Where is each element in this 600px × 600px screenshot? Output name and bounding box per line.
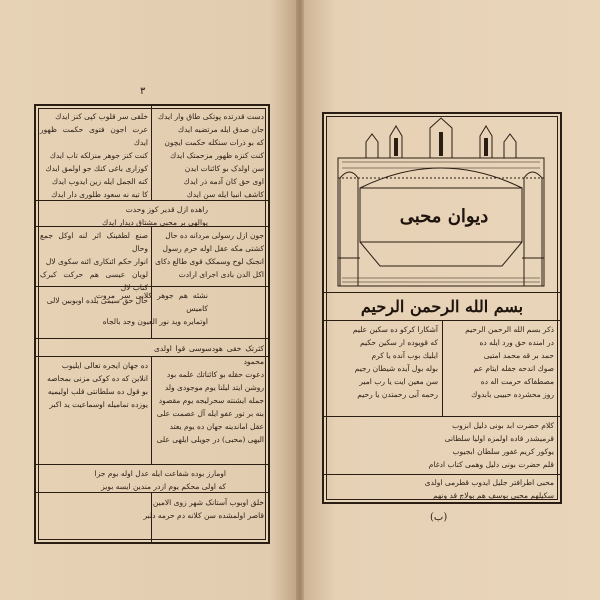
left-page <box>0 0 298 600</box>
column-divider <box>151 106 152 200</box>
left-text-frame <box>34 104 270 544</box>
verse-block: راهده ازل قدیر کوز وحدت یوالهی بر محبی مشتاق دیدار ایدك <box>102 205 208 227</box>
divider <box>324 474 560 475</box>
verse-block: صنع لطفینک اثر لنه اوکل جمع وحال انوار حکم ائنکاری ائنه سکوی لال لویان عیسی هم حرکت کبرک کتاب لال حال حق سیمی یلده اوبوبین لالی <box>40 231 148 305</box>
verse-block: نشئه هم جوهر کلابی سر مروت کامیس اوتمایره وید نور العیون وجد بالجاه <box>96 291 208 326</box>
verse-block: محبی اطرافتر جلیل ایدوب قطرمی اولدی سکیلهم محبی بوسف هم بولاچ قد ونهم <box>424 478 554 500</box>
verse-block: خلقی سر قلوب کپی کنز ایدك عرت اجون فتوی حکمت ظهور ایدك کنت کنز جوهر منزلکه تاب ایدك کوزاری باغی کنك جو اولمق ایدك کنه الجمل ایله زین ایدوب ایدك کا تیه نه سعود طلوری دار ایدك <box>40 112 148 199</box>
verse-block: ده جهان ایجره تعالی ایلیوب انلاین که ده کوکی مزنی بمحاصه بو قول ده سلطانتی قلب اولیمیه یوزده تمامیله اوسماعیت ید اکبر <box>47 361 148 409</box>
ornamental-arch <box>330 118 552 288</box>
right-text-frame <box>322 112 562 504</box>
verse-block: دست قدرتده پوتکی طاق وار ایدك جان صدق ایله مرتضیه ایدك که بو ذرات سنکله حکمت ایچون کنت کنزه ظهور مزحمتک ایدك سن اولدک بو کائنات ایدن اوی حق کان آدمه ذر ایدك کاشف انبیا ایله سن ایدك <box>157 112 264 199</box>
right-page <box>302 0 600 600</box>
verse-block: کثرتک خقی هودسوسی قوا اولدی محمود دعوت حقله بو کائناتك علمه بود روشن ایتد لیلنا یوم موجودی ولد جمله ایشنته سحرلیجه یوم مقصود بنه بر تور عفو ایله آل عصمت علی عقل اماندینه جهان ده یوم یعتد الیهی (محبی) در جویلی ایلهی علی <box>154 344 264 444</box>
column-divider <box>442 320 443 416</box>
divider <box>36 338 268 339</box>
page-number-bottom: (ب) <box>430 512 448 523</box>
column-divider <box>151 356 152 464</box>
verse-block: ذکر بسم الله الرحمن الرحیم در امنده حق ورد ایله ده حمد بر قه محمد امتیی صوك اندحه جفله ایتام عم مصطفاکه حرمت اله ده روز محشرده حبیبی بابدوك <box>465 325 554 399</box>
verse-block: کلام حضرت ابد بونی دلیل ابزوب قرمیشدر قاده اولمزه اولیا سلطانی یوکور کریم غفور سلطان ابجیوب قلم حضرت بونی دلیل وهمی کتاب ادغام <box>428 421 554 469</box>
verse-block: اومارز بوده شفاعت ایله عدل اوله بوم جزا که اولی محکم یوم ازدر مندین ایسه بویز <box>94 469 226 491</box>
divider <box>324 292 560 293</box>
verse-block: جون ازل رسولی مردانه ده حال کشتی مکه عقل اوله حرم رسول انجنک لوح وسمکک قوی طالع دکای اکل الدن بادی اجرای ارادت <box>155 231 264 279</box>
page-number-top: ۳ <box>140 86 146 97</box>
divider <box>324 416 560 417</box>
verse-block: خلق اوبوب آستانک شهر زوی الامین قاصر اولمشده سن کلانه دم حرمه دلبر <box>143 498 264 520</box>
book-gutter <box>296 0 304 600</box>
divider <box>36 286 268 287</box>
book-title: دیوان محبی <box>399 206 489 227</box>
verse-block: آشکارا کرکو ده سکین علیم که قویوده ار سکین حکیم ایلیك بوب آنده یا کرم بوله بول آیده شیطان رجیم سن معین ایت یا رب امیر رحمه آبی رحمتدن یا رحیم <box>352 325 438 399</box>
basmala-heading: بسم الله الرحمن الرحیم <box>360 297 524 316</box>
divider <box>36 464 268 465</box>
